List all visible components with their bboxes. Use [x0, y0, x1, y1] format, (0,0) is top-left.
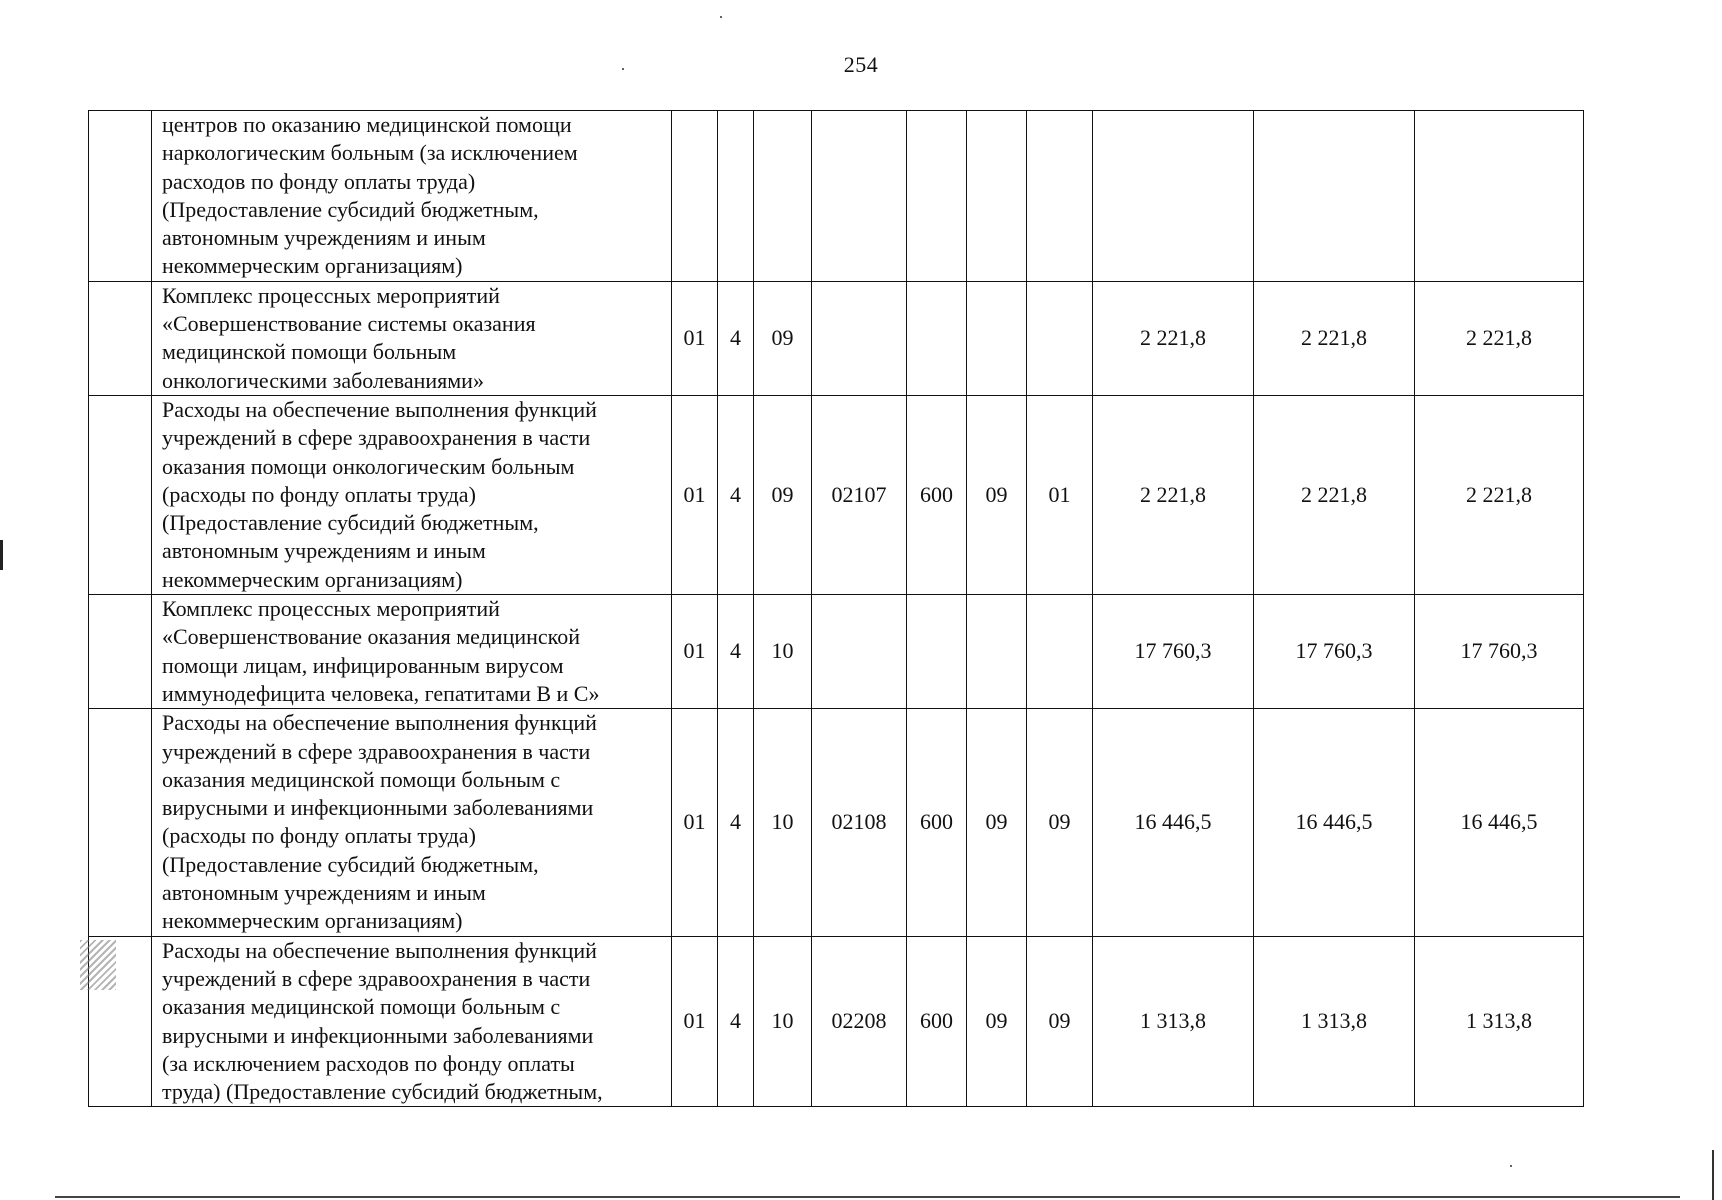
expense-name-cell: Комплекс процессных мероприятий «Совершенствование системы оказания медицинской помощи больным онкологическими заболеваниями» — [152, 281, 672, 395]
row-number-cell — [89, 395, 152, 594]
amount-year1-cell: 2 221,8 — [1093, 395, 1254, 594]
target-article-cell — [812, 595, 907, 709]
scan-speck — [1510, 1165, 1512, 1167]
amount-year3-cell: 2 221,8 — [1415, 395, 1584, 594]
page-bottom-rule — [55, 1196, 1680, 1198]
program-code-cell: 09 — [754, 281, 812, 395]
amount-year3-cell — [1415, 111, 1584, 282]
section-cell: 09 — [967, 936, 1027, 1107]
target-article-cell: 02108 — [812, 709, 907, 936]
subsection-cell: 09 — [1027, 936, 1093, 1107]
amount-year2-cell — [1254, 111, 1415, 282]
budget-table — [88, 110, 1584, 1107]
expense-type-cell — [907, 595, 967, 709]
target-article-cell — [812, 111, 907, 282]
scan-speck — [622, 68, 624, 70]
scan-speck — [720, 16, 722, 18]
subsection-cell: 01 — [1027, 395, 1093, 594]
ministry-code-cell: 01 — [672, 395, 718, 594]
program-type-cell: 4 — [718, 709, 754, 936]
section-cell: 09 — [967, 395, 1027, 594]
section-cell — [967, 111, 1027, 282]
expense-name-cell: Расходы на обеспечение выполнения функций учреждений в сфере здравоохранения в части оказания медицинской помощи больным с вирусными и инфекционными заболеваниями (за исключением расходов по фонду оплаты труда) (Предоставление субсидий бюджетным, — [152, 936, 672, 1107]
amount-year3-cell: 17 760,3 — [1415, 595, 1584, 709]
amount-year2-cell: 17 760,3 — [1254, 595, 1415, 709]
page-number: 254 — [843, 52, 879, 77]
ministry-code-cell: 01 — [672, 709, 718, 936]
ministry-code-cell: 01 — [672, 936, 718, 1107]
program-type-cell: 4 — [718, 281, 754, 395]
ministry-code-cell: 01 — [672, 281, 718, 395]
amount-year3-cell: 16 446,5 — [1415, 709, 1584, 936]
section-cell — [967, 595, 1027, 709]
scan-edge-mark — [0, 540, 3, 570]
section-cell: 09 — [967, 709, 1027, 936]
amount-year2-cell: 1 313,8 — [1254, 936, 1415, 1107]
scan-edge-mark — [1712, 1150, 1714, 1200]
program-code-cell: 10 — [754, 709, 812, 936]
table-row — [89, 281, 1584, 395]
row-number-cell — [89, 709, 152, 936]
table-row — [89, 395, 1584, 594]
expense-type-cell: 600 — [907, 709, 967, 936]
table-row — [89, 111, 1584, 282]
amount-year2-cell: 16 446,5 — [1254, 709, 1415, 936]
subsection-cell — [1027, 595, 1093, 709]
target-article-cell: 02208 — [812, 936, 907, 1107]
table-row — [89, 936, 1584, 1107]
amount-year1-cell: 1 313,8 — [1093, 936, 1254, 1107]
subsection-cell — [1027, 281, 1093, 395]
amount-year2-cell: 2 221,8 — [1254, 281, 1415, 395]
target-article-cell: 02107 — [812, 395, 907, 594]
program-type-cell: 4 — [718, 395, 754, 594]
expense-type-cell — [907, 111, 967, 282]
amount-year3-cell: 2 221,8 — [1415, 281, 1584, 395]
program-code-cell — [754, 111, 812, 282]
expense-type-cell: 600 — [907, 936, 967, 1107]
expense-name-cell: Комплекс процессных мероприятий «Совершенствование оказания медицинской помощи лицам, инфицированным вирусом иммунодефицита человека, гепатитами В и С» — [152, 595, 672, 709]
program-type-cell: 4 — [718, 595, 754, 709]
program-type-cell — [718, 111, 754, 282]
expense-name-cell: Расходы на обеспечение выполнения функций учреждений в сфере здравоохранения в части оказания помощи онкологическим больным (расходы по фонду оплаты труда) (Предоставление субсидий бюджетным, автономным учреждениям и иным некоммерческим организациям) — [152, 395, 672, 594]
margin-stamp-mark — [80, 940, 116, 990]
ministry-code-cell — [672, 111, 718, 282]
table-row — [89, 595, 1584, 709]
program-type-cell: 4 — [718, 936, 754, 1107]
program-code-cell: 09 — [754, 395, 812, 594]
section-cell — [967, 281, 1027, 395]
expense-name-cell: центров по оказанию медицинской помощи наркологическим больным (за исключением расходов по фонду оплаты труда) (Предоставление субсидий бюджетным, автономным учреждениям и иным некоммерческим организациям) — [152, 111, 672, 282]
subsection-cell — [1027, 111, 1093, 282]
expense-type-cell: 600 — [907, 395, 967, 594]
amount-year2-cell: 2 221,8 — [1254, 395, 1415, 594]
ministry-code-cell: 01 — [672, 595, 718, 709]
amount-year1-cell: 17 760,3 — [1093, 595, 1254, 709]
amount-year1-cell: 16 446,5 — [1093, 709, 1254, 936]
program-code-cell: 10 — [754, 936, 812, 1107]
target-article-cell — [812, 281, 907, 395]
program-code-cell: 10 — [754, 595, 812, 709]
amount-year1-cell — [1093, 111, 1254, 282]
expense-name-cell: Расходы на обеспечение выполнения функций учреждений в сфере здравоохранения в части оказания медицинской помощи больным с вирусными и инфекционными заболеваниями (расходы по фонду оплаты труда) (Предоставление субсидий бюджетным, автономным учреждениям и иным некоммерческим организациям) — [152, 709, 672, 936]
amount-year3-cell: 1 313,8 — [1415, 936, 1584, 1107]
subsection-cell: 09 — [1027, 709, 1093, 936]
row-number-cell — [89, 595, 152, 709]
row-number-cell — [89, 281, 152, 395]
table-row — [89, 709, 1584, 936]
amount-year1-cell: 2 221,8 — [1093, 281, 1254, 395]
row-number-cell — [89, 111, 152, 282]
expense-type-cell — [907, 281, 967, 395]
